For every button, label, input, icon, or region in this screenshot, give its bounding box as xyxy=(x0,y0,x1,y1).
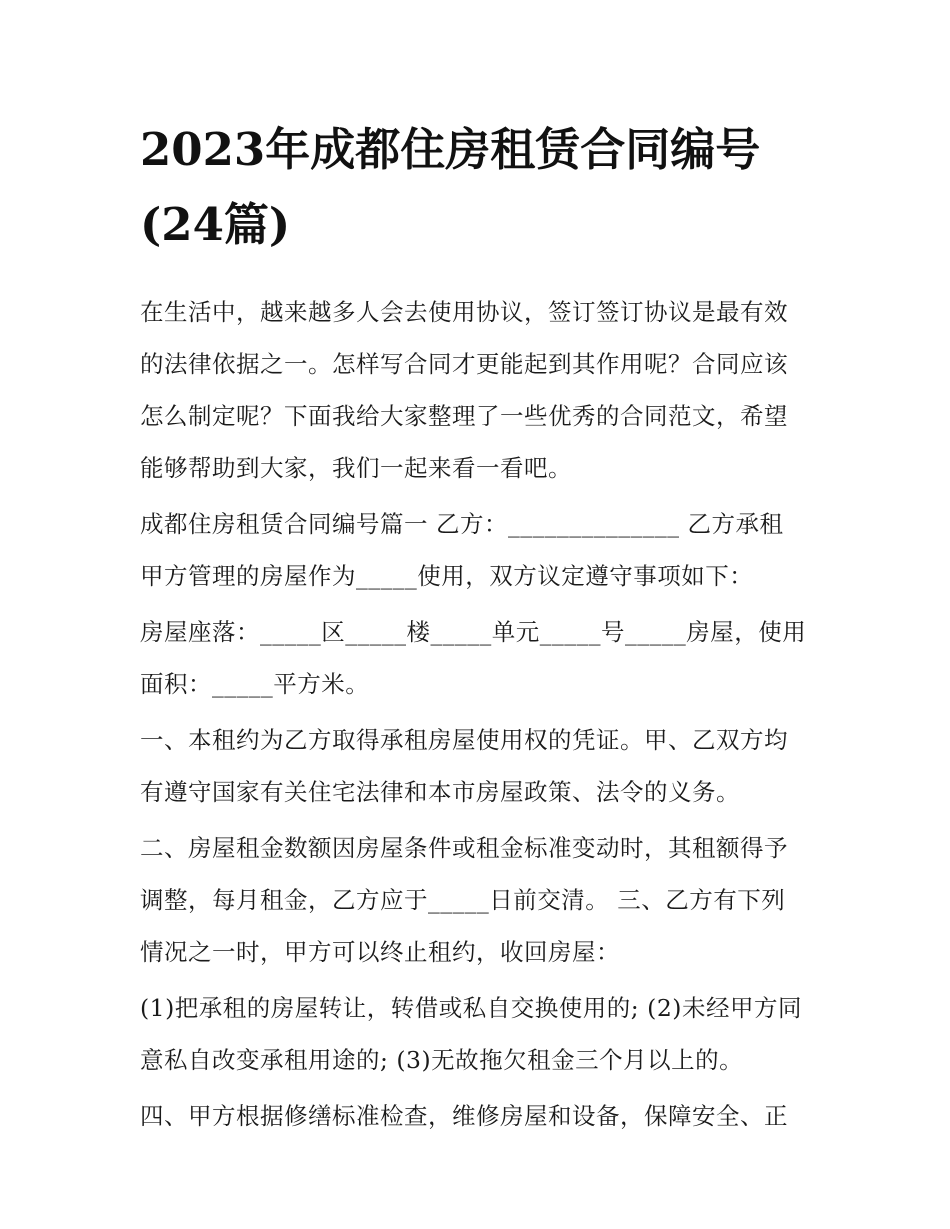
text-line: 能够帮助到大家，我们一起来看一看吧。 xyxy=(140,454,572,482)
document-page xyxy=(140,112,820,1146)
text-line: 在生活中，越来越多人会去使用协议，签订签订协议是最有效 xyxy=(140,298,788,326)
text-line: 调整，每月租金，乙方应于_____日前交清。 三、乙方有下列 xyxy=(140,886,786,914)
text-line: 有遵守国家有关住宅法律和本市房屋政策、法令的义务。 xyxy=(140,778,740,806)
paragraph-intro xyxy=(140,286,820,494)
text-line: 四、甲方根据修缮标准检查，维修房屋和设备，保障安全、正 xyxy=(140,1102,788,1130)
paragraph-parties xyxy=(140,498,820,602)
paragraph-clause-2 xyxy=(140,822,820,978)
text-line: 情况之一时，甲方可以终止租约，收回房屋： xyxy=(140,938,620,966)
paragraph-location xyxy=(140,606,820,710)
text-line: 房屋座落：_____区_____楼_____单元_____号_____房屋，使用 xyxy=(140,618,807,646)
text-line: 意私自改变承租用途的; (3)无故拖欠租金三个月以上的。 xyxy=(140,1046,744,1074)
text-line: 怎么制定呢？下面我给大家整理了一些优秀的合同范文，希望 xyxy=(140,402,788,430)
text-line: 的法律依据之一。怎样写合同才更能起到其作用呢？合同应该 xyxy=(140,350,788,378)
text-line: 甲方管理的房屋作为_____使用，双方议定遵守事项如下： xyxy=(140,562,754,590)
text-line: 一、本租约为乙方取得承租房屋使用权的凭证。甲、乙双方均 xyxy=(140,726,788,754)
text-line: 二、房屋租金数额因房屋条件或租金标准变动时，其租额得予 xyxy=(140,834,788,862)
title-line-1: 2023年成都住房租赁合同编号 xyxy=(140,123,761,176)
title-line-2: (24篇) xyxy=(140,198,291,251)
text-line: (1)把承租的房屋转让，转借或私自交换使用的; (2)未经甲方同 xyxy=(140,994,802,1022)
paragraph-termination-items xyxy=(140,982,820,1086)
document-body xyxy=(140,286,820,1142)
document-title xyxy=(140,112,820,262)
paragraph-clause-4 xyxy=(140,1090,820,1142)
paragraph-clause-1 xyxy=(140,714,820,818)
text-line: 成都住房租赁合同编号篇一 乙方：______________ 乙方承租 xyxy=(140,510,784,538)
text-line: 面积：_____平方米。 xyxy=(140,670,370,698)
